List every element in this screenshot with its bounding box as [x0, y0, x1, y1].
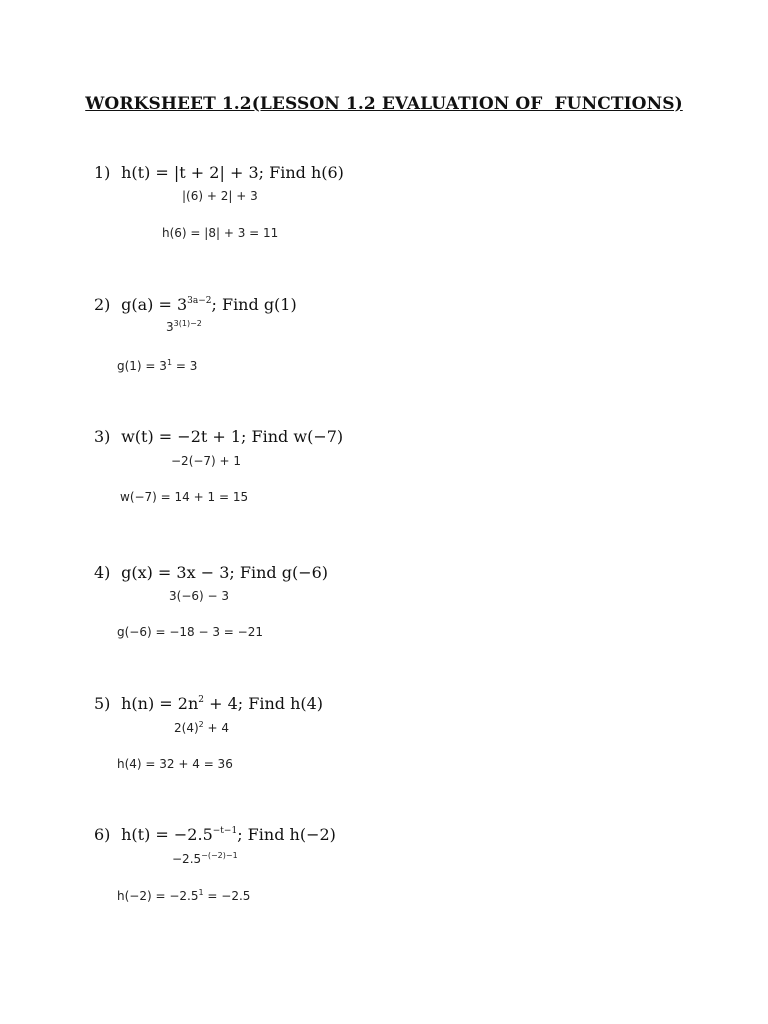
problem-3-step-2: w(−7) = 14 + 1 = 15 — [120, 490, 249, 504]
problem-text: h(t) = |t + 2| + 3; Find h(6) — [121, 163, 344, 182]
step-base: 2(4) — [174, 721, 199, 735]
problem-number: 6) — [94, 825, 111, 844]
problem-1-question — [94, 163, 344, 182]
problem-text-rest: ; Find g(1) — [211, 295, 297, 314]
problem-text-rest: ; Find h(−2) — [237, 825, 336, 844]
problem-3-step-1: −2(−7) + 1 — [171, 454, 242, 468]
problem-number: 4) — [94, 563, 111, 582]
step-left: h(−2) = −2.5 — [117, 889, 199, 903]
problem-text-exponent: 3a−2 — [187, 296, 212, 306]
worksheet-title: WORKSHEET 1.2(LESSON 1.2 EVALUATION OF FUNCTIONS) — [85, 94, 683, 114]
problem-number: 5) — [94, 694, 111, 713]
problem-text-base: g(a) = 3 — [121, 295, 188, 314]
problem-text-base: h(t) = −2.5 — [121, 825, 213, 844]
step-left: g(1) = 3 — [117, 359, 167, 373]
step-exponent: 1 — [166, 358, 173, 367]
step-exponent: 3(1)−2 — [173, 319, 202, 328]
step-exponent: −(−2)−1 — [201, 851, 238, 860]
problem-number: 3) — [94, 427, 111, 446]
problem-1-step-1: |(6) + 2| + 3 — [182, 189, 258, 203]
problem-text-base: h(n) = 2n — [121, 694, 199, 713]
problem-text-exponent: −t−1 — [212, 826, 238, 836]
problem-6-question — [94, 825, 336, 844]
problem-4-step-2: g(−6) = −18 − 3 = −21 — [117, 625, 264, 639]
problem-number: 1) — [94, 163, 111, 182]
step-exponent: 2 — [198, 720, 204, 729]
problem-5-step-2: h(4) = 32 + 4 = 36 — [117, 757, 233, 771]
problem-5-step-1 — [174, 721, 229, 735]
problem-2-question — [94, 295, 297, 314]
problem-3-question — [94, 427, 343, 446]
problem-4-question — [94, 563, 328, 582]
problem-5-question — [94, 694, 323, 713]
problem-6-step-1 — [172, 852, 238, 866]
step-right: = 3 — [172, 359, 198, 373]
step-base: 3 — [166, 320, 174, 334]
problem-6-step-2 — [117, 889, 250, 903]
step-exponent: 1 — [198, 888, 204, 897]
problem-2-step-1 — [166, 320, 202, 334]
problem-text-rest: + 4; Find h(4) — [203, 694, 324, 713]
step-rest: + 4 — [203, 721, 230, 735]
problem-text-exponent: 2 — [198, 695, 204, 705]
problem-2-step-2 — [117, 359, 197, 373]
problem-number: 2) — [94, 295, 111, 314]
step-right: = −2.5 — [203, 889, 251, 903]
problem-4-step-1: 3(−6) − 3 — [169, 589, 230, 603]
problem-text: w(t) = −2t + 1; Find w(−7) — [121, 427, 344, 446]
step-base: −2.5 — [172, 852, 202, 866]
problem-1-step-2: h(6) = |8| + 3 = 11 — [162, 226, 279, 240]
problem-text: g(x) = 3x − 3; Find g(−6) — [121, 563, 329, 582]
